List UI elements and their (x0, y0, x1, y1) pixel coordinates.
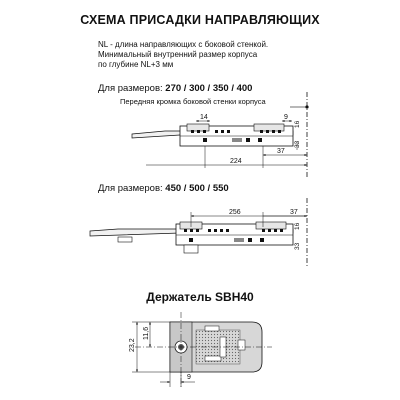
dim-37: 37 (290, 209, 298, 216)
holder-slot (205, 326, 219, 331)
sizes-values: 450 / 500 / 550 (165, 183, 229, 194)
rail-bracket (187, 124, 209, 131)
diagram-2 (90, 198, 307, 266)
dim-9: 9 (284, 114, 288, 121)
holder-slot (238, 340, 245, 350)
sizes-values: 270 / 300 / 350 / 400 (165, 83, 253, 94)
dim-11-6: 11,6 (143, 326, 150, 340)
page-title: СХЕМА ПРИСАДКИ НАПРАВЛЯЮЩИХ (80, 13, 320, 27)
rail-detail (232, 138, 242, 142)
holder-slot (205, 356, 221, 361)
dim-14: 14 (200, 114, 208, 121)
diagram-1 (120, 92, 309, 178)
dim-224: 224 (230, 158, 242, 165)
rail-end (118, 237, 132, 242)
rail-stop (184, 245, 198, 253)
dim-256: 256 (229, 209, 241, 216)
dim-16: 16 (294, 120, 301, 128)
rail-detail (234, 238, 244, 242)
dim-9: 9 (187, 374, 191, 381)
sizes-label: Для размеров: (98, 83, 163, 94)
note-line-1: NL - длина направляющих с боковой стенкой. (98, 40, 269, 49)
front-edge-label: Передняя кромка боковой стенки корпуса (120, 97, 266, 106)
dim-33: 33 (294, 140, 301, 148)
holder-title: Держатель SBH40 (146, 290, 254, 304)
note-line-3: по глубине NL+3 мм (98, 60, 174, 69)
sizes-label: Для размеров: (98, 183, 163, 194)
holder-drawing (129, 312, 272, 387)
dim-23-2: 23,2 (129, 338, 136, 352)
note-line-2: Минимальный внутренний размер корпуса (98, 50, 258, 59)
rail-bracket (254, 124, 284, 131)
dim-33: 33 (294, 242, 301, 250)
rail-bracket (256, 222, 286, 229)
dim-16: 16 (294, 222, 301, 230)
dim-37: 37 (277, 148, 285, 155)
